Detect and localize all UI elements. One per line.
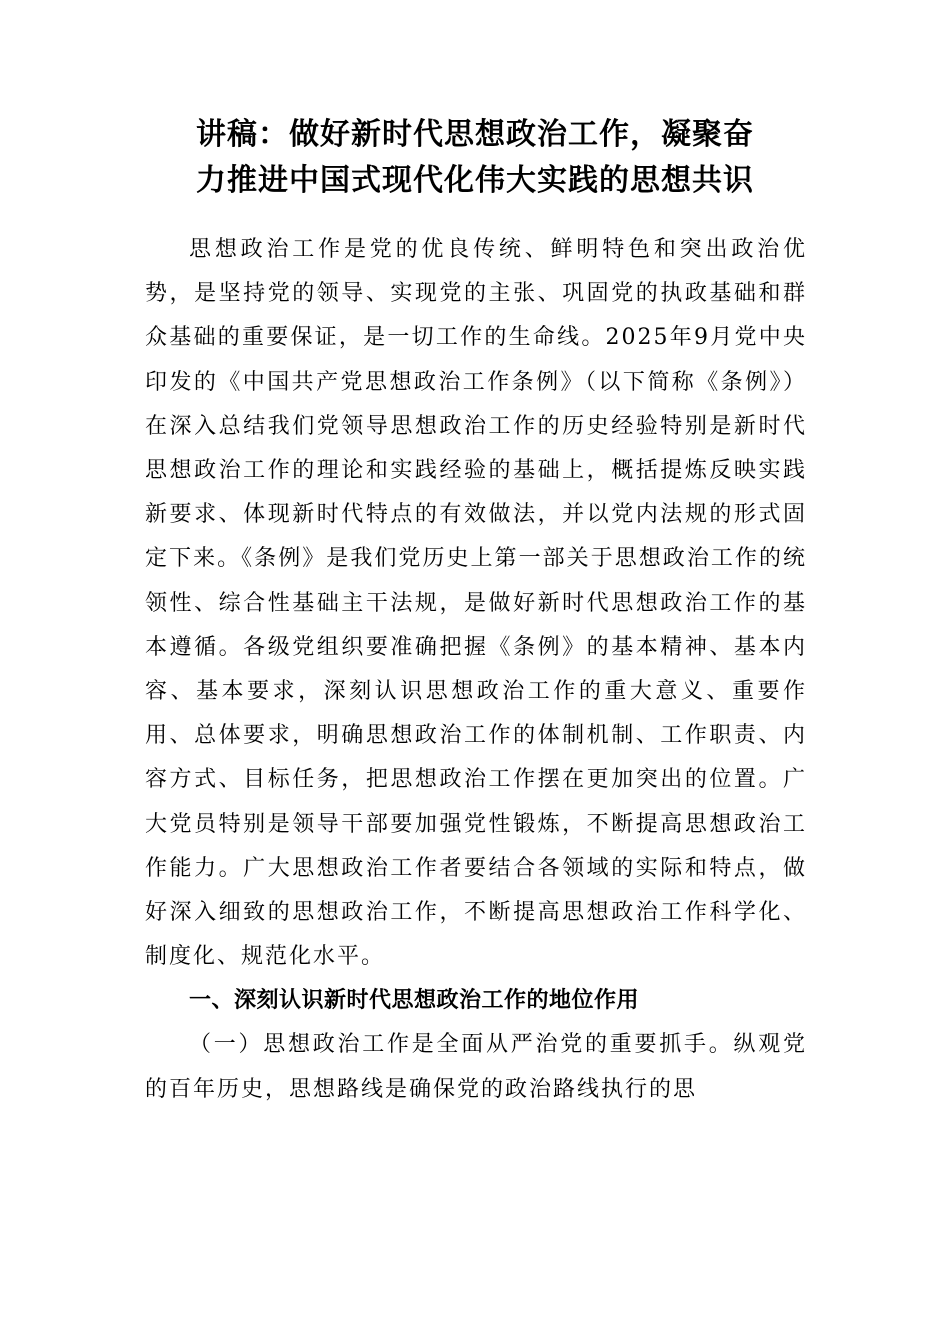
- intro-paragraph: 思想政治工作是党的优良传统、鲜明特色和突出政治优势，是坚持党的领导、实现党的主张、巩固党的执政基础和群众基础的重要保证，是一切工作的生命线。2025年9月党中央印发的《中国共产党思想政治工作条例》（以下简称《条例》）在深入总结我们党领导思想政治工作的历史经验特别是新时代思想政治工作的理论和实践经验的基础上，概括提炼反映实践新要求、体现新时代特点的有效做法，并以党内法规的形式固定下来。《条例》是我们党历史上第一部关于思想政治工作的统领性、综合性基础主干法规，是做好新时代思想政治工作的基本遵循。各级党组织要准确把握《条例》的基本精神、基本内容、基本要求，深刻认识思想政治工作的重大意义、重要作用、总体要求，明确思想政治工作的体制机制、工作职责、内容方式、目标任务，把思想政治工作摆在更加突出的位置。广大党员特别是领导干部要加强党性锻炼，不断提高思想政治工作能力。广大思想政治工作者要结合各领域的实际和特点，做好深入细致的思想政治工作，不断提高思想政治工作科学化、制度化、规范化水平。: [145, 237, 807, 970]
- sub-paragraph: （一）思想政治工作是全面从严治党的重要抓手。纵观党的百年历史，思想路线是确保党的政治路线执行的思: [145, 1032, 807, 1102]
- document-title: [140, 112, 810, 204]
- document-body: [145, 228, 807, 1112]
- title-line-2: 力推进中国式现代化伟大实践的思想共识: [196, 163, 754, 198]
- section-heading: 一、深刻认识新时代思想政治工作的地位作用: [189, 988, 640, 1014]
- title-line-1: 讲稿：做好新时代思想政治工作，凝聚奋: [196, 117, 754, 152]
